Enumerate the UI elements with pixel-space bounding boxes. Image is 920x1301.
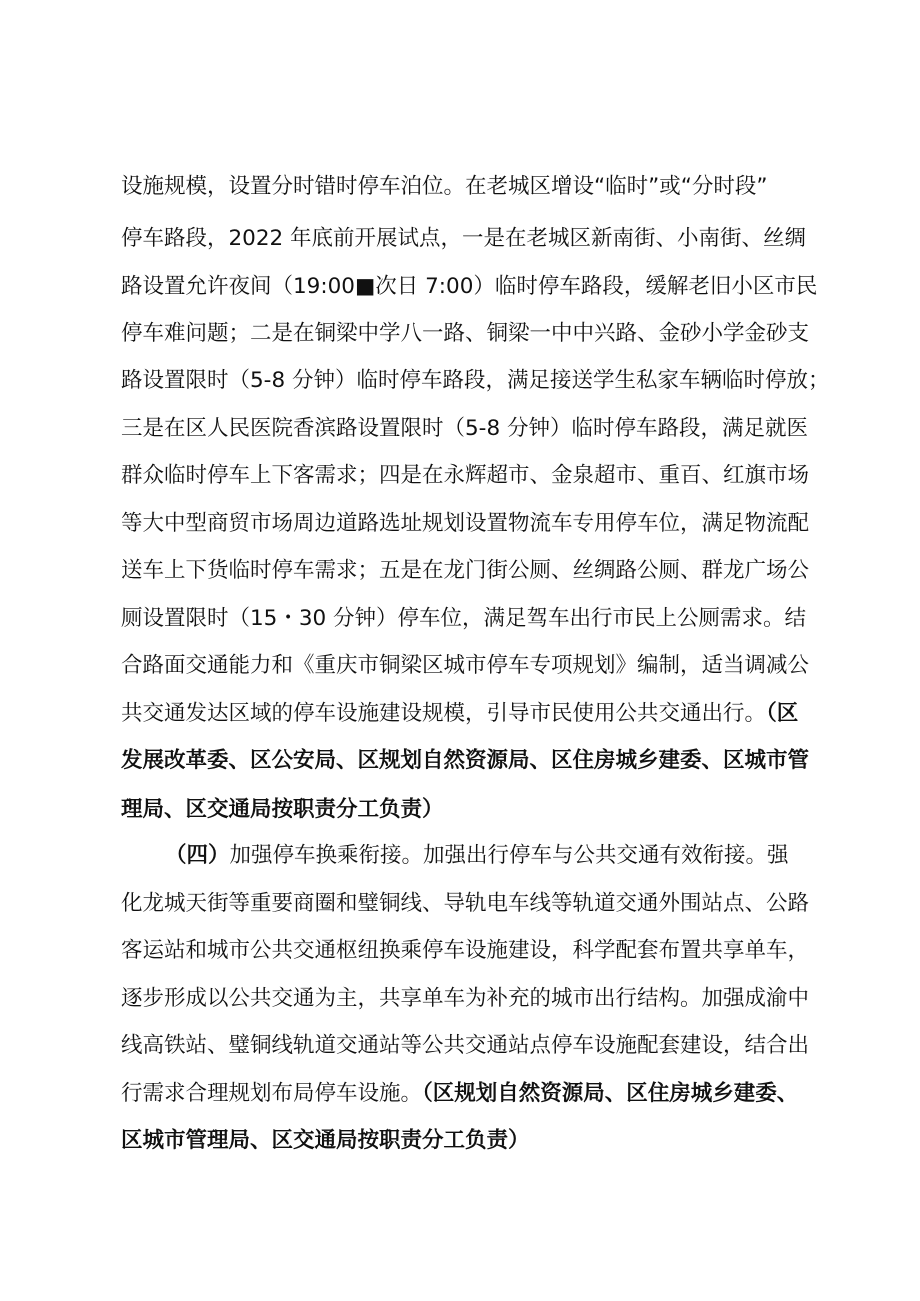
text-line-15 (165, 836, 821, 876)
line-text: 共交通发达区域的停车设施建设规模，引导市民使用公共交通出行。 (121, 701, 767, 726)
section-number: （四） (165, 843, 230, 868)
line-text: 设施规模，设置分时错时停车泊位。在老城区增设“临时”或“分时段” (121, 174, 768, 199)
text-line-2 (121, 219, 821, 259)
line-text: 逐步形成以公共交通为主，共享单车为补充的城市出行结构。加强成渝中 (121, 986, 810, 1011)
line-text: 等大中型商贸市场周边道路选址规划设置物流车专用停车位，满足物流配 (121, 511, 810, 536)
line-text: 路设置限时（5-8 分钟）临时停车路段，满足接送学生私家车辆临时停放； (121, 368, 830, 393)
text-line-21 (121, 1121, 821, 1161)
text-line-16 (121, 884, 821, 924)
line-text: 加强停车换乘衔接。加强出行停车与公共交通有效衔接。强 (229, 843, 789, 868)
line-text: 行需求合理规划布局停车设施。 (121, 1081, 423, 1106)
line-text: 客运站和城市公共交通枢纽换乘停车设施建设，科学配套布置共享单车， (121, 938, 810, 963)
line-text: 厕设置限时（15・30 分钟）停车位，满足驾车出行市民上公厕需求。结 (121, 606, 807, 631)
line-text: 合路面交通能力和《重庆市铜梁区城市停车专项规划》编制，适当调减公 (121, 653, 810, 678)
text-line-18 (121, 979, 821, 1019)
responsible-dept-text: 发展改革委、区公安局、区规划自然资源局、区住房城乡建委、区城市管 (121, 748, 810, 773)
text-line-13 (121, 741, 821, 781)
text-line-14 (121, 790, 821, 830)
responsible-dept-text: 理局、区交通局按职责分工负责） (121, 797, 444, 822)
line-text: 三是在区人民医院香滨路设置限时（5-8 分钟）临时停车路段，满足就医 (121, 416, 808, 441)
text-line-19 (121, 1026, 821, 1066)
responsible-dept-text: 区城市管理局、区交通局按职责分工负责） (121, 1128, 530, 1153)
text-line-3 (121, 267, 821, 307)
text-line-6 (121, 409, 821, 449)
text-line-7 (121, 456, 821, 496)
responsible-dept-text: （区规划自然资源局、区住房城乡建委、 (422, 1081, 799, 1106)
line-text: 线高铁站、璧铜线轨道交通站等公共交通站点停车设施配套建设，结合出 (121, 1033, 810, 1058)
line-text: 路设置允许夜间（19:00■次日 7:00）临时停车路段，缓解老旧小区市民 (121, 274, 818, 299)
text-line-4 (121, 314, 821, 354)
text-line-10 (121, 599, 821, 639)
text-line-12 (121, 694, 821, 734)
text-line-5 (121, 361, 830, 401)
text-line-9 (121, 551, 821, 591)
line-text: 停车难问题；二是在铜梁中学八一路、铜梁一中中兴路、金砂小学金砂支 (121, 321, 810, 346)
text-line-8 (121, 504, 821, 544)
text-line-20 (121, 1074, 821, 1114)
line-text: 送车上下货临时停车需求；五是在龙门街公厕、丝绸路公厕、群龙广场公 (121, 558, 810, 583)
line-text: 停车路段，2022 年底前开展试点，一是在老城区新南街、小南街、丝绸 (121, 226, 807, 251)
text-line-11 (121, 646, 821, 686)
responsible-dept-text: （区 (766, 701, 799, 726)
line-text: 化龙城天街等重要商圈和璧铜线、导轨电车线等轨道交通外围站点、公路 (121, 891, 810, 916)
text-line-17 (121, 931, 821, 971)
text-line-1 (121, 167, 821, 207)
line-text: 群众临时停车上下客需求；四是在永辉超市、金泉超市、重百、红旗市场 (121, 463, 810, 488)
